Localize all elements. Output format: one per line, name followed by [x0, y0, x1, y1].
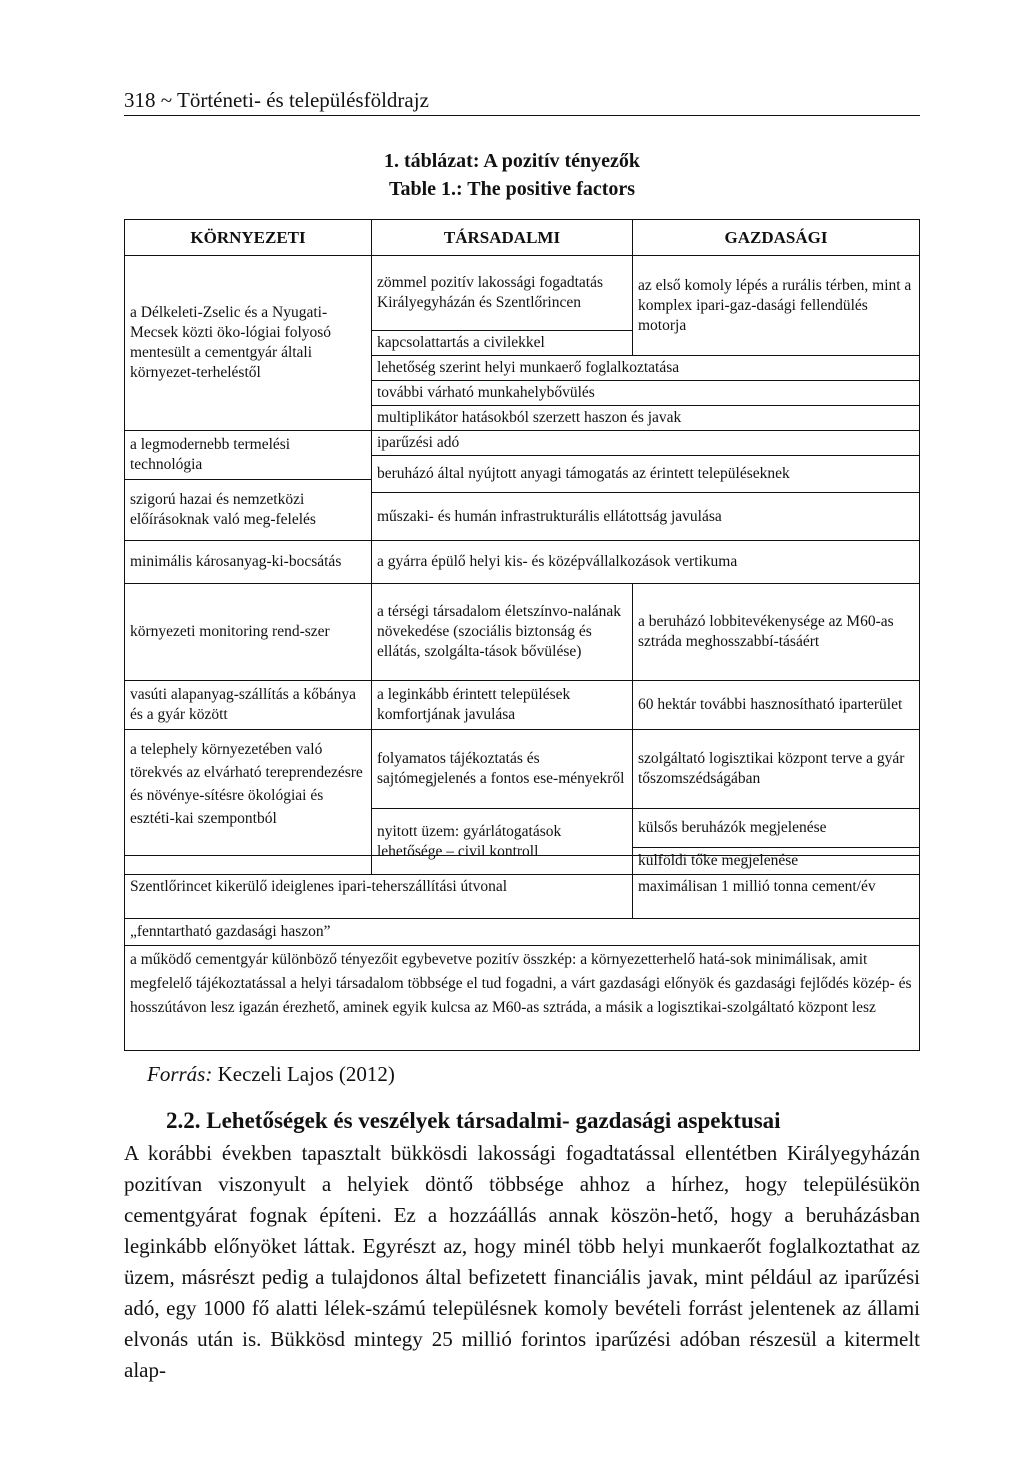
- social-cell: kapcsolattartás a civilekkel: [371, 330, 633, 356]
- span-cell: multiplikátor hatásokból szerzett haszon és javak: [371, 405, 920, 431]
- span-cell: további várható munkahelybővülés: [371, 380, 920, 406]
- summary-cell: a működő cementgyár különböző tényezőit egybevetve pozitív összkép: a környezetterhelő hatá-sok minimálisak, amit megfelelő tájékoztatással a helyi társadalom többsége el tud fogadni, a várt gazdasági előnyök és gazdasági fejlődés közép- és hosszútávon lesz igazán érezhető, aminek egyik kulcsa az M60-as sztráda, a másik a logisztikai-szolgáltató központ lesz: [124, 945, 920, 1051]
- social-cell: a térségi társadalom életszínvo-nalának növekedése (szociális biztonság és ellátás, szolgálta-tások bővülése): [371, 583, 633, 681]
- social-cell: a leginkább érintett települések komfortjának javulása: [371, 680, 633, 730]
- running-head: [124, 88, 920, 116]
- source-text: Keczeli Lajos (2012): [212, 1062, 395, 1086]
- col-header-social: TÁRSADALMI: [371, 219, 633, 256]
- col-header-economic: GAZDASÁGI: [632, 219, 920, 256]
- env-cell: a legmodernebb termelési technológia: [124, 430, 372, 480]
- running-title: Történeti- és településföldrajz: [177, 88, 429, 112]
- social-cell: nyitott üzem: gyárlátogatások lehetősége – civil kontroll: [371, 808, 633, 875]
- span-cell: műszaki- és humán infrastrukturális ellátottság javulása: [371, 492, 920, 541]
- econ-cell: külsős beruházók megjelenése: [632, 808, 920, 848]
- table-caption-en: Table 1.: The positive factors: [388, 178, 636, 200]
- page-number: 318: [124, 88, 156, 112]
- header-separator: ~: [160, 88, 173, 112]
- env-cell: szigorú hazai és nemzetközi előírásoknak való meg-felelés: [124, 479, 372, 541]
- span-cell: a gyárra épülő helyi kis- és középvállalkozások vertikuma: [371, 540, 920, 584]
- econ-cell: az első komoly lépés a rurális térben, mint a komplex ipari-gaz-dasági fellendülés motorja: [632, 255, 920, 356]
- econ-cell: szolgáltató logisztikai központ terve a gyár tőszomszédságában: [632, 729, 920, 809]
- social-cell: zömmel pozitív lakossági fogadtatás Királyegyházán és Szentlőrincen: [371, 255, 633, 331]
- env-cell: a Délkeleti-Zselic és a Nyugati-Mecsek közti öko-lógiai folyosó mentesült a cementgyár általi környezet-terheléstől: [124, 255, 372, 431]
- positive-factors-table: [124, 219, 920, 869]
- econ-cell: a beruházó lobbitevékenysége az M60-as sztráda meghosszabbí-tásáért: [632, 583, 920, 681]
- source-line: [147, 1062, 395, 1087]
- col-header-environmental: KÖRNYEZETI: [124, 219, 372, 256]
- body-paragraph: A korábbi években tapasztalt bükkösdi lakossági fogadtatással ellentétben Királyegyházán pozitívan viszonyult a helyiek döntő többsége ahhoz a hírhez, hogy településükön cementgyárat fognak építeni. Ez a hozzáállás annak köszön-hető, hogy a beruházásban leginkább előnyöket láttak. Egyrészt az, hogy minél több helyi munkaerőt foglalkoztathat az üzem, másrészt pedig a tulajdonos által befizetett financiális javak, mint például az iparűzési adó, egy 1000 fő alatti lélek-számú településnek komoly bevételi forrást jelentenek az állami elvonás után is. Bükkösd mintegy 25 millió forintos iparűzési adóban részesül a kitermelt alap-: [124, 1141, 920, 1382]
- source-label: Forrás:: [147, 1062, 213, 1086]
- section-title: 2.2. Lehetőségek és veszélyek társadalmi- gazdasági aspektusai: [166, 1108, 781, 1133]
- econ-cell: 60 hektár további hasznosítható iparterület: [632, 680, 920, 730]
- env-cell: környezeti monitoring rend-szer: [124, 583, 372, 681]
- social-cell: folyamatos tájékoztatás és sajtómegjelenés a fontos ese-ményekről: [371, 729, 633, 809]
- span-cell: beruházó által nyújtott anyagi támogatás az érintett településeknek: [371, 455, 920, 493]
- span-cell: lehetőség szerint helyi munkaerő foglalkoztatása: [371, 355, 920, 381]
- env-social-cell: Szentlőrincet kikerülő ideiglenes ipari-teherszállítási útvonal: [124, 855, 633, 919]
- span-cell: iparűzési adó: [371, 430, 920, 456]
- env-cell: minimális károsanyag-ki-bocsátás: [124, 540, 372, 584]
- table-caption-hu: 1. táblázat: A pozitív tényezők: [383, 150, 641, 172]
- env-cell: a telephely környezetében való törekvés az elvárható tereprendezésre és növénye-sítésre ökológiai és esztéti-kai szempontból: [124, 729, 372, 875]
- env-cell: vasúti alapanyag-szállítás a kőbánya és a gyár között: [124, 680, 372, 730]
- sustainable-profit-cell: „fenntartható gazdasági haszon”: [124, 918, 920, 946]
- econ-cell: maximálisan 1 millió tonna cement/év: [632, 855, 920, 919]
- econ-cell: külföldi tőke megjelenése: [632, 847, 920, 875]
